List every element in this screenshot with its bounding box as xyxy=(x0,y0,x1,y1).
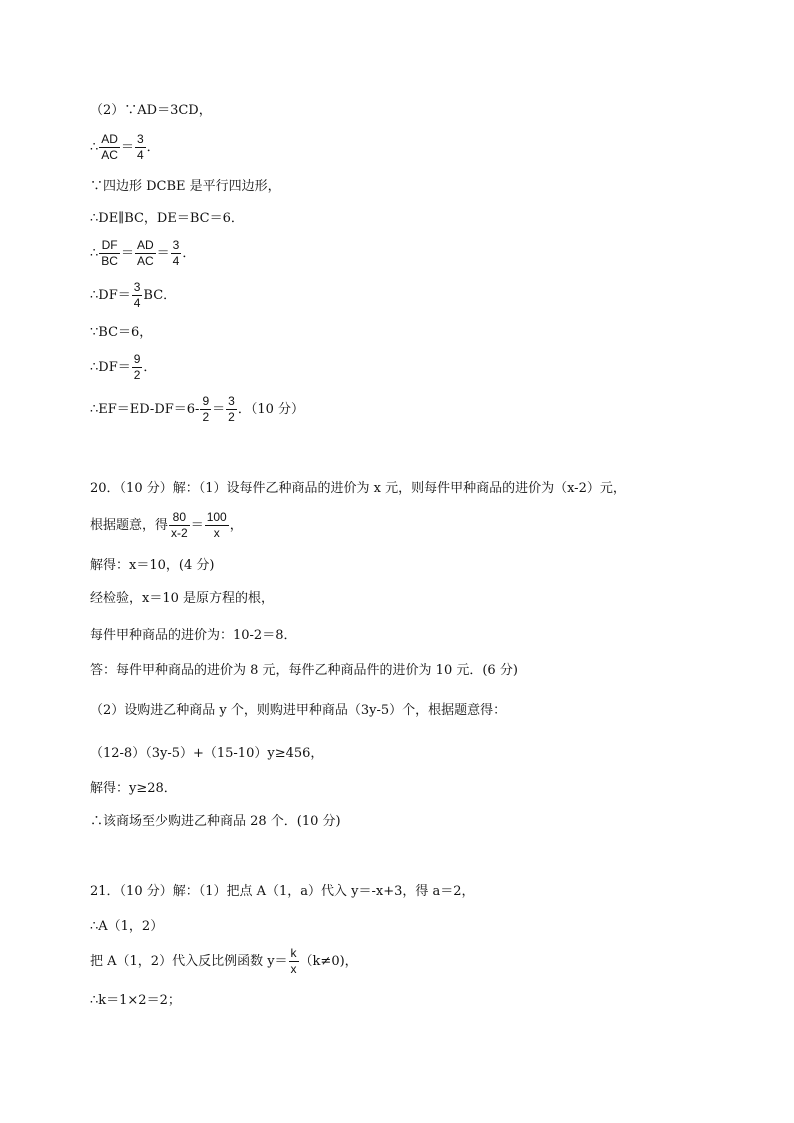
period: ． xyxy=(182,246,196,261)
q21-line-2: ∴A（1，2） xyxy=(90,919,164,934)
q20-line-6: 答：每件甲种商品的进价为 8 元，每件乙种商品件的进价为 10 元．(6 分) xyxy=(90,663,518,678)
fraction-denominator: x xyxy=(213,526,220,540)
fraction-numerator: 3 xyxy=(136,132,144,146)
fraction-ad-ac xyxy=(99,132,120,163)
q20-line-4: 经检验，x＝10 是原方程的根， xyxy=(90,591,275,606)
expression-prefix: ∴DF＝ xyxy=(90,360,131,375)
equals-sign: ＝ xyxy=(120,140,134,155)
fraction-3-2 xyxy=(226,394,237,425)
fraction-numerator: 80 xyxy=(169,510,190,526)
fraction-80-x-2 xyxy=(169,510,190,541)
part2-line-9 xyxy=(90,394,304,425)
fraction-numerator: 9 xyxy=(133,352,141,366)
fraction-9-2 xyxy=(200,394,211,425)
fraction-denominator: BC xyxy=(101,254,118,268)
fraction-k-x xyxy=(289,946,299,977)
fraction-denominator: AC xyxy=(101,148,118,162)
fraction-numerator: AD xyxy=(136,238,154,252)
fraction-denominator: 2 xyxy=(133,368,141,382)
comma: ， xyxy=(229,518,243,533)
fraction-numerator: 3 xyxy=(228,394,235,408)
fraction-denominator: 2 xyxy=(228,410,235,424)
fraction-numerator: 9 xyxy=(202,394,210,408)
fraction-3-4 xyxy=(171,238,182,269)
fraction-df-bc xyxy=(99,238,120,269)
fraction-denominator: 4 xyxy=(136,148,144,162)
part2-line-2 xyxy=(90,132,160,163)
part2-line-6 xyxy=(90,280,176,311)
fraction-denominator: x xyxy=(290,962,297,976)
fraction-numerator: AD xyxy=(101,132,118,146)
part2-line-4: ∴DE∥BC，DE＝BC＝6． xyxy=(90,211,244,226)
equals-sign: ＝ xyxy=(120,246,134,261)
fraction-denominator: x-2 xyxy=(171,526,188,540)
part2-line-7: ∵BC＝6， xyxy=(90,325,153,340)
therefore-symbol: ∴ xyxy=(90,246,99,261)
equals-sign: ＝ xyxy=(156,246,170,261)
equals-sign: ＝ xyxy=(212,402,226,417)
fraction-denominator: 2 xyxy=(202,410,210,424)
expression-suffix: BC． xyxy=(143,288,177,303)
fraction-denominator: 4 xyxy=(133,296,141,310)
fraction-3-4 xyxy=(135,132,146,163)
fraction-denominator: AC xyxy=(136,254,154,268)
q20-line-5: 每件甲种商品的进价为：10-2＝8． xyxy=(90,628,297,643)
part2-line-1: （2）∵AD＝3CD， xyxy=(90,103,212,118)
therefore-symbol: ∴ xyxy=(90,140,99,155)
q21-line-1: 21．（10 分）解：（1）把点 A（1，a）代入 y＝-x+3，得 a＝2， xyxy=(90,884,475,899)
q20-line-8: （12-8）（3y-5）+（15-10）y≥456， xyxy=(90,746,324,761)
q21-line-4: ∴k＝1×2＝2； xyxy=(90,993,181,1008)
part2-line-5 xyxy=(90,238,195,269)
fraction-numerator: 100 xyxy=(206,510,227,524)
part2-line-8 xyxy=(90,352,156,383)
fraction-numerator: DF xyxy=(99,238,120,254)
part2-line-3: ∵四边形 DCBE 是平行四边形， xyxy=(90,179,281,194)
equals-sign: ＝ xyxy=(190,518,204,533)
period: ． xyxy=(146,140,160,155)
q20-line-10: ∴该商场至少购进乙种商品 28 个．(10 分) xyxy=(90,814,341,829)
period: ． xyxy=(143,360,157,375)
fraction-denominator: 4 xyxy=(172,254,180,268)
fraction-numerator: 3 xyxy=(172,238,180,252)
fraction-numerator: 3 xyxy=(133,280,141,294)
fraction-100-x xyxy=(205,510,229,541)
score-note: ．（10 分） xyxy=(237,402,305,417)
q20-line-2 xyxy=(90,510,243,541)
q21-line-3 xyxy=(90,946,358,977)
expression-prefix: 根据题意，得 xyxy=(90,518,169,533)
expression-suffix: （k≠0)， xyxy=(299,954,358,969)
expression-prefix: 把 A（1，2）代入反比例函数 y＝ xyxy=(90,954,288,969)
fraction-numerator: k xyxy=(290,946,297,960)
q20-line-1: 20．（10 分）解：（1）设每件乙种商品的进价为 x 元，则每件甲种商品的进价为（x-2）元， xyxy=(90,481,626,496)
expression-prefix: ∴DF＝ xyxy=(90,288,131,303)
fraction-ad-ac xyxy=(135,238,156,269)
q20-line-7: （2）设购进乙种商品 y 个，则购进甲种商品（3y-5）个，根据题意得： xyxy=(90,703,507,718)
q20-line-3: 解得：x＝10，(4 分) xyxy=(90,558,215,573)
fraction-9-2 xyxy=(132,352,143,383)
expression-prefix: ∴EF＝ED-DF＝6- xyxy=(90,402,200,417)
fraction-3-4 xyxy=(132,280,143,311)
q20-line-9: 解得：y≥28． xyxy=(90,781,177,796)
